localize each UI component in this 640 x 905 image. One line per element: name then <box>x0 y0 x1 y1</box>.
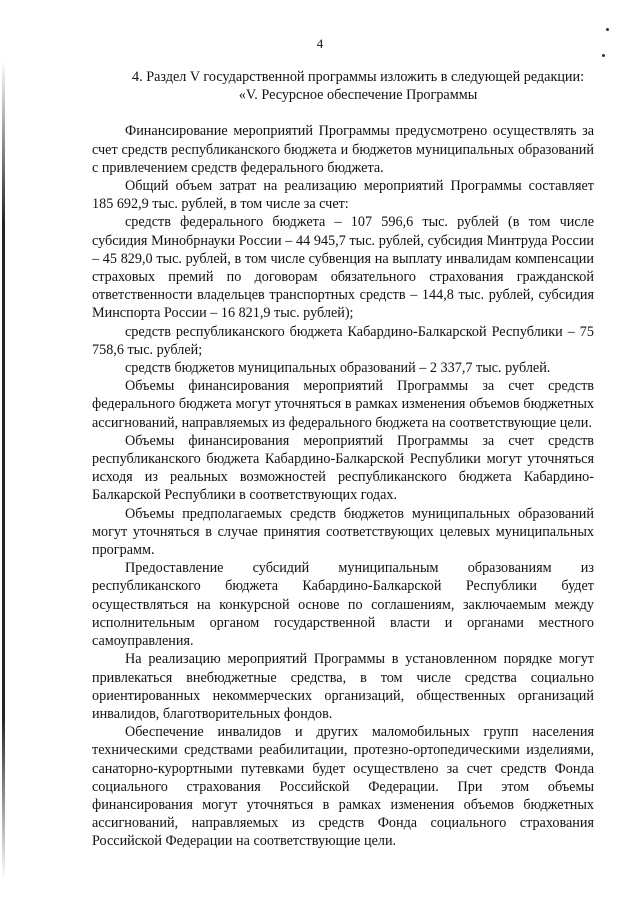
section-heading: «V. Ресурсное обеспечение Программы <box>238 87 478 104</box>
scan-edge-line <box>2 60 5 880</box>
paragraph: Объемы финансирования мероприятий Программы за счет средств федерального бюджета могут уточняться в рамках изменения объемов бюджетных ассигнований, направляемых из федерального бюджета на соответствующие цели. <box>92 378 594 431</box>
funding-item-municipal: средств бюджетов муниципальных образований – 2 337,7 тыс. рублей. <box>125 360 551 377</box>
scan-speck <box>606 28 609 31</box>
paragraph: На реализацию мероприятий Программы в установленном порядке могут привлекаться внебюджетные средства, в том числе средства социально ориентированных некоммерческих организаций, общественных организаций инвалидов, благотворительных фондов. <box>92 651 594 722</box>
amendment-intro: 4. Раздел V государственной программы изложить в следующей редакции: <box>132 69 585 85</box>
paragraph: Объемы финансирования мероприятий Программы за счет средств республиканского бюджета Кабардино-Балкарской Республики могут уточняться исходя из реальных возможностей республиканского бюджета Кабардино-Балкарской Республики в соответствующих годах. <box>92 432 594 504</box>
paragraph: Общий объем затрат на реализацию мероприятий Программы составляет 185 692,9 тыс. рублей, в том числе за счет: <box>92 178 594 213</box>
funding-item-federal: средств федерального бюджета – 107 596,6 тыс. рублей (в том числе субсидия Минобрнауки России – 44 945,7 тыс. рублей, субсидия Минтруда России – 45 829,0 тыс. рублей, в том числе субвенция на выплату инвалидам компенсации страховых премий по договорам обязательного страхования гражданской ответственности владельцев транспортных средств – 144,8 тыс. рублей, субсидия Минспорта России – 16 821,9 тыс. рублей); <box>92 214 594 322</box>
page-number: 4 <box>316 36 324 51</box>
scan-speck <box>602 54 605 57</box>
funding-item-republican: средств республиканского бюджета Кабардино-Балкарской Республики – 75 758,6 тыс. рублей; <box>92 323 594 358</box>
document-body <box>92 68 594 851</box>
paragraph: Финансирование мероприятий Программы предусмотрено осуществлять за счет средств республиканского бюджета и бюджетов муниципальных образований с привлечением средств федерального бюджета. <box>92 123 594 176</box>
paragraph: Предоставление субсидий муниципальным образованиям из республиканского бюджета Кабардино-Балкарской Республики будет осуществляться на конкурсной основе по соглашениям, заключаемым между исполнительным органом государственной власти и органами местного самоуправления. <box>92 560 594 650</box>
paragraph: Объемы предполагаемых средств бюджетов муниципальных образований могут уточняться в случае принятия соответствующих целевых муниципальных программ. <box>92 505 594 559</box>
paragraph: Обеспечение инвалидов и других маломобильных групп населения техническими средствами реабилитации, протезно-ортопедическими изделиями, санаторно-курортными путевками будет осуществлено за счет средств Фонда социального страхования Российской Федерации. При этом объемы финансирования могут уточняться в рамках изменения объемов бюджетных ассигнований, направляемых из средств Фонда социального страхования Российской Федерации на соответствующие цели. <box>92 724 594 850</box>
